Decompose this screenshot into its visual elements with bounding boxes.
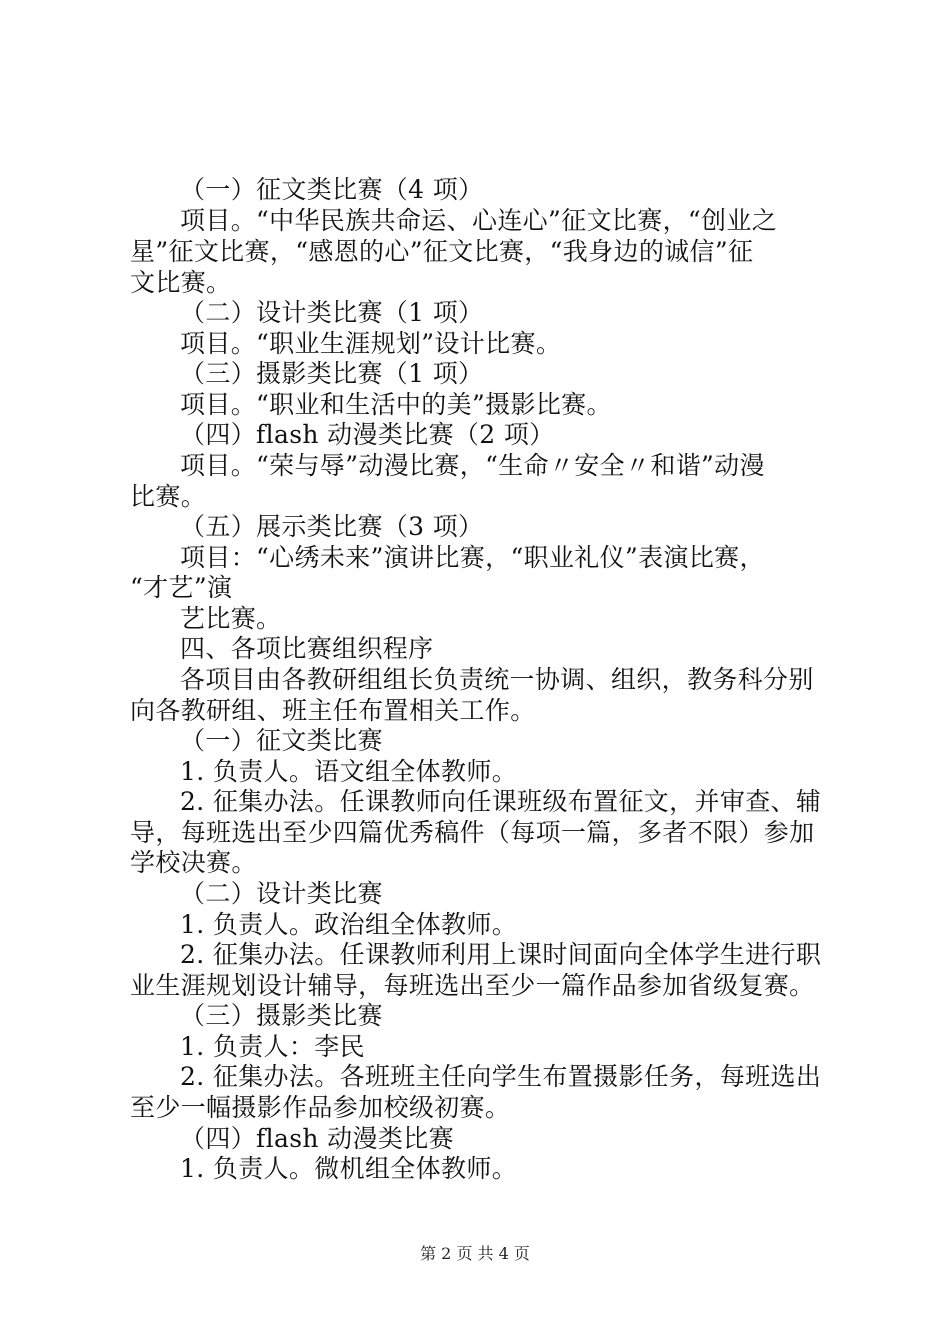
paragraph-line: 项目。“荣与辱”动漫比赛，“生命〃安全〃和谐”动漫 [180,451,765,480]
paragraph-line: 学校决赛。 [130,848,257,877]
paragraph-line: 2. 征集办法。各班班主任向学生布置摄影任务，每班选出 [180,1062,822,1091]
paragraph-line: 2. 征集办法。任课教师向任课班级布置征文，并审查、辅 [180,787,822,816]
paragraph-line: 各项目由各教研组组长负责统一协调、组织，教务科分别 [180,665,814,694]
paragraph-line: 导，每班选出至少四篇优秀稿件（每项一篇，多者不限）参加 [130,818,815,847]
paragraph-line: 文比赛。 [130,268,232,297]
paragraph-line: 星”征文比赛，“感恩的心”征文比赛，“我身边的诚信”征 [130,237,754,266]
paragraph-line: 向各教研组、班主任布置相关工作。 [130,696,536,725]
paragraph-line: 比赛。 [130,482,207,511]
paragraph-line: 2. 征集办法。任课教师利用上课时间面向全体学生进行职 [180,940,822,969]
page-footer: 第 2 页 共 4 页 [420,1244,530,1263]
paragraph-line: 1. 负责人。语文组全体教师。 [180,757,518,786]
heading-showcase-contest: （五）展示类比赛（3 项） [180,512,484,541]
paragraph-line: 1. 负责人。微机组全体教师。 [180,1154,518,1183]
section-heading-procedure: 四、各项比赛组织程序 [180,634,434,663]
heading-design-contest: （二）设计类比赛（1 项） [180,298,484,327]
paragraph-line: 项目。“职业和生活中的美”摄影比赛。 [180,390,612,419]
heading-design-contest-procedure: （二）设计类比赛 [180,879,383,908]
heading-flash-contest-procedure: （四）flash 动漫类比赛 [180,1124,454,1153]
paragraph-line: 项目。“中华民族共命运、心连心”征文比赛，“创业之 [180,206,778,235]
paragraph-line: 1. 负责人：李民 [180,1032,365,1061]
heading-essay-contest: （一）征文类比赛（4 项） [180,175,484,204]
paragraph-line: 艺比赛。 [180,604,282,633]
paragraph-line: 至少一幅摄影作品参加校级初赛。 [130,1093,511,1122]
heading-essay-contest-procedure: （一）征文类比赛 [180,726,383,755]
heading-photo-contest: （三）摄影类比赛（1 项） [180,359,484,388]
paragraph-line: 业生涯规划设计辅导，每班选出至少一篇作品参加省级复赛。 [130,971,815,1000]
heading-photo-contest-procedure: （三）摄影类比赛 [180,1001,383,1030]
paragraph-line: “才艺”演 [130,573,233,602]
paragraph-line: 1. 负责人。政治组全体教师。 [180,910,518,939]
paragraph-line: 项目。“职业生涯规划”设计比赛。 [180,329,562,358]
paragraph-line: 项目：“心绣未来”演讲比赛，“职业礼仪”表演比赛， [180,543,765,572]
heading-flash-contest: （四）flash 动漫类比赛（2 项） [180,420,555,449]
